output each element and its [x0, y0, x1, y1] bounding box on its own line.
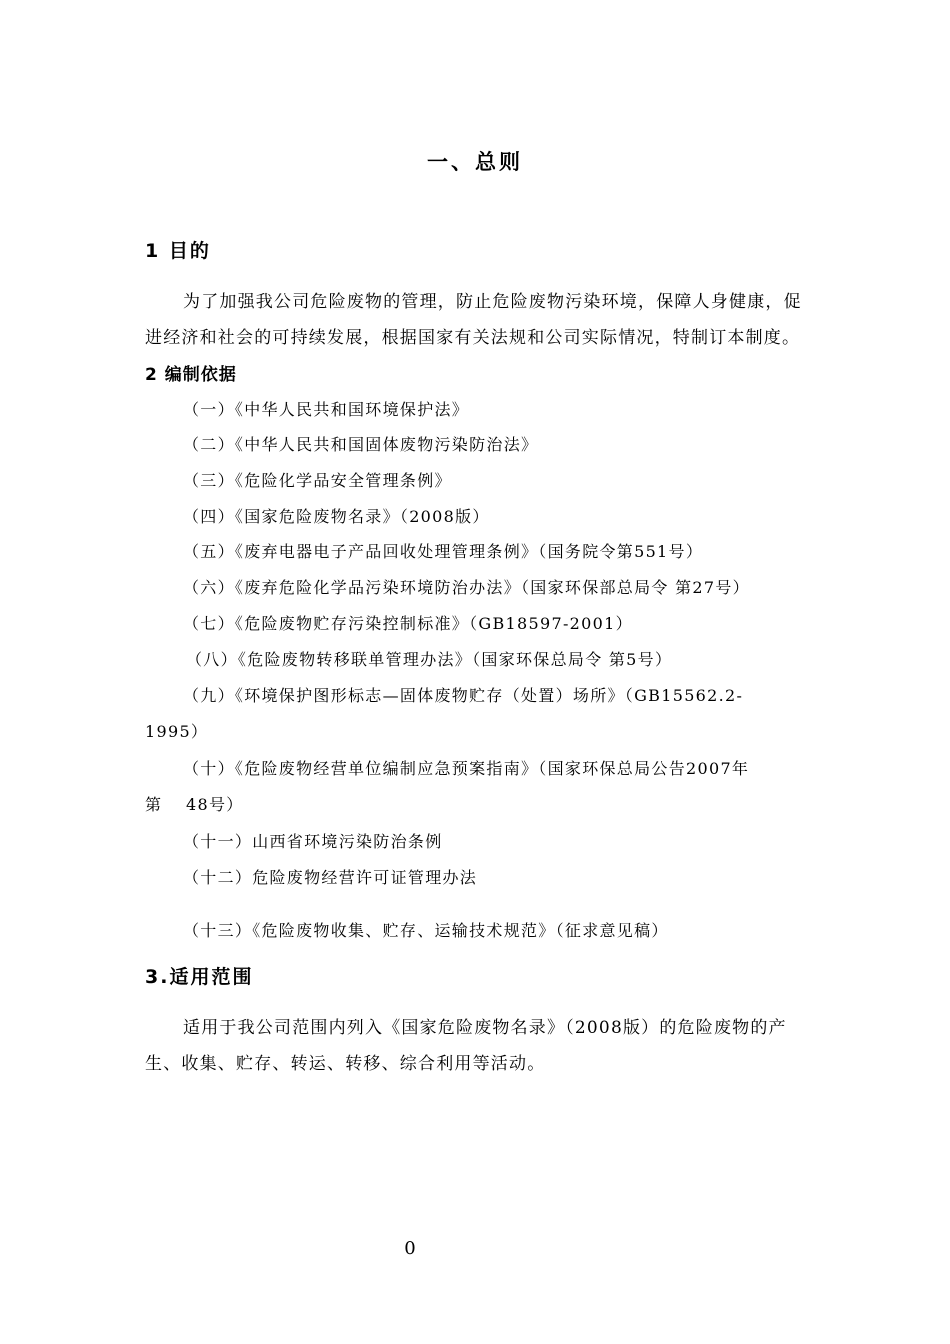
basis-list-item: （十二）危险废物经营许可证管理办法 [183, 868, 478, 887]
basis-list-item: （十一）山西省环境污染防治条例 [183, 832, 443, 851]
section-heading-purpose: 1 目的 [145, 240, 211, 262]
basis-list-item: （九）《环境保护图形标志—固体废物贮存（处置）场所》（GB15562.2- [183, 686, 744, 705]
basis-list-item: （四）《国家危险废物名录》（2008版） [183, 507, 490, 526]
basis-list-item: （十）《危险废物经营单位编制应急预案指南》（国家环保总局公告2007年 [183, 759, 750, 778]
basis-list-item: （十三）《危险废物收集、贮存、运输技术规范》（征求意见稿） [183, 921, 669, 940]
scope-paragraph-line: 适用于我公司范围内列入《国家危险废物名录》（2008版）的危险废物的产 [183, 1018, 787, 1038]
purpose-paragraph-line: 进经济和社会的可持续发展，根据国家有关法规和公司实际情况，特制订本制度。 [145, 328, 801, 348]
page-number: 0 [404, 1238, 416, 1259]
basis-list-item-continuation: 1995） [145, 722, 209, 741]
basis-list-item: （八）《危险废物转移联单管理办法》（国家环保总局令 第5号） [186, 650, 673, 669]
section-heading-scope: 3.适用范围 [145, 966, 254, 988]
page-title: 一、总则 [427, 150, 523, 174]
purpose-paragraph-line: 为了加强我公司危险废物的管理，防止危险废物污染环境，保障人身健康，促 [183, 292, 802, 312]
scope-paragraph-line: 生、收集、贮存、转运、转移、综合利用等活动。 [145, 1054, 546, 1074]
basis-list-item: （五）《废弃电器电子产品回收处理管理条例》（国务院令第551号） [183, 542, 704, 561]
basis-list-item: （七）《危险废物贮存污染控制标准》（GB18597-2001） [183, 614, 633, 633]
basis-list-item: （三）《危险化学品安全管理条例》 [183, 471, 452, 490]
basis-list-item: （一）《中华人民共和国环境保护法》 [183, 400, 470, 419]
section-heading-basis: 2 编制依据 [145, 365, 237, 385]
basis-list-item-continuation: 第 48号） [145, 795, 244, 814]
basis-list-item: （六）《废弃危险化学品污染环境防治办法》（国家环保部总局令 第27号） [183, 578, 750, 597]
basis-list-item: （二）《中华人民共和国固体废物污染防治法》 [183, 435, 539, 454]
